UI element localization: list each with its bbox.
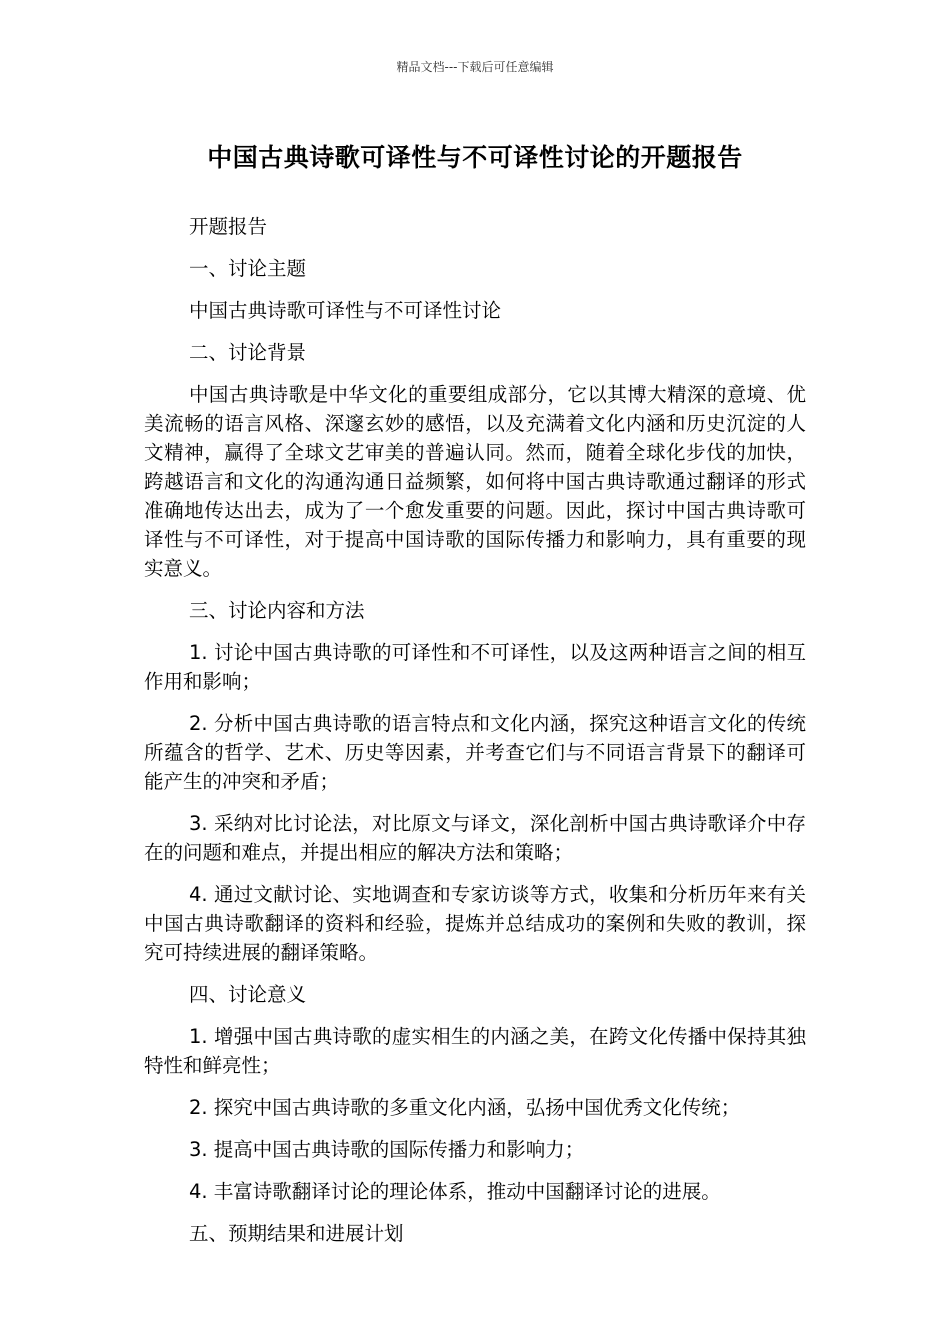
- header-note: 精品文档---下载后可任意编辑: [396, 60, 554, 74]
- section-heading-expected-results: 五、预期结果和进展计划: [189, 1222, 404, 1245]
- section-heading-significance: 四、讨论意义: [189, 983, 307, 1006]
- list-item-method-2: 2. 分析中国古典诗歌的语言特点和文化内涵，探究这种语言文化的传统所蕴含的哲学、艺术、历史等因素，并考查它们与不同语言背景下的翻译可能产生的冲突和矛盾；: [144, 712, 806, 793]
- list-item-significance-4: 4. 丰富诗歌翻译讨论的理论体系，推动中国翻译讨论的进展。: [189, 1180, 721, 1203]
- list-item-method-4: 4. 通过文献讨论、实地调查和专家访谈等方式，收集和分析历年来有关中国古典诗歌翻译的资料和经验，提炼并总结成功的案例和失败的教训，探究可持续进展的翻译策略。: [144, 883, 806, 964]
- list-item-significance-3: 3. 提高中国古典诗歌的国际传播力和影响力；: [189, 1138, 585, 1161]
- document-title: 中国古典诗歌可译性与不可译性讨论的开题报告: [207, 143, 743, 172]
- list-item-significance-2: 2. 探究中国古典诗歌的多重文化内涵，弘扬中国优秀文化传统；: [189, 1096, 741, 1119]
- section-heading-content-methods: 三、讨论内容和方法: [189, 599, 365, 622]
- list-item-significance-1: 1. 增强中国古典诗歌的虚实相生的内涵之美，在跨文化传播中保持其独特性和鲜亮性；: [144, 1025, 806, 1077]
- paragraph-topic: 中国古典诗歌可译性与不可译性讨论: [189, 299, 502, 322]
- paragraph-background: 中国古典诗歌是中华文化的重要组成部分，它以其博大精深的意境、优美流畅的语言风格、深邃玄妙的感悟，以及充满着文化内涵和历史沉淀的人文精神，赢得了全球文艺审美的普遍认同。然而，随着全球化步伐的加快，跨越语言和文化的沟通沟通日益频繁，如何将中国古典诗歌通过翻译的形式准确地传达出去，成为了一个愈发重要的问题。因此，探讨中国古典诗歌可译性与不可译性，对于提高中国诗歌的国际传播力和影响力，具有重要的现实意义。: [144, 383, 806, 580]
- list-item-method-3: 3. 采纳对比讨论法，对比原文与译文，深化剖析中国古典诗歌译介中存在的问题和难点，并提出相应的解决方法和策略；: [144, 812, 806, 864]
- paragraph-report-label: 开题报告: [189, 215, 268, 238]
- list-item-method-1: 1. 讨论中国古典诗歌的可译性和不可译性，以及这两种语言之间的相互作用和影响；: [144, 641, 806, 693]
- document-body: [144, 212, 806, 1261]
- section-heading-background: 二、讨论背景: [189, 341, 307, 364]
- section-heading-topic: 一、讨论主题: [189, 257, 307, 280]
